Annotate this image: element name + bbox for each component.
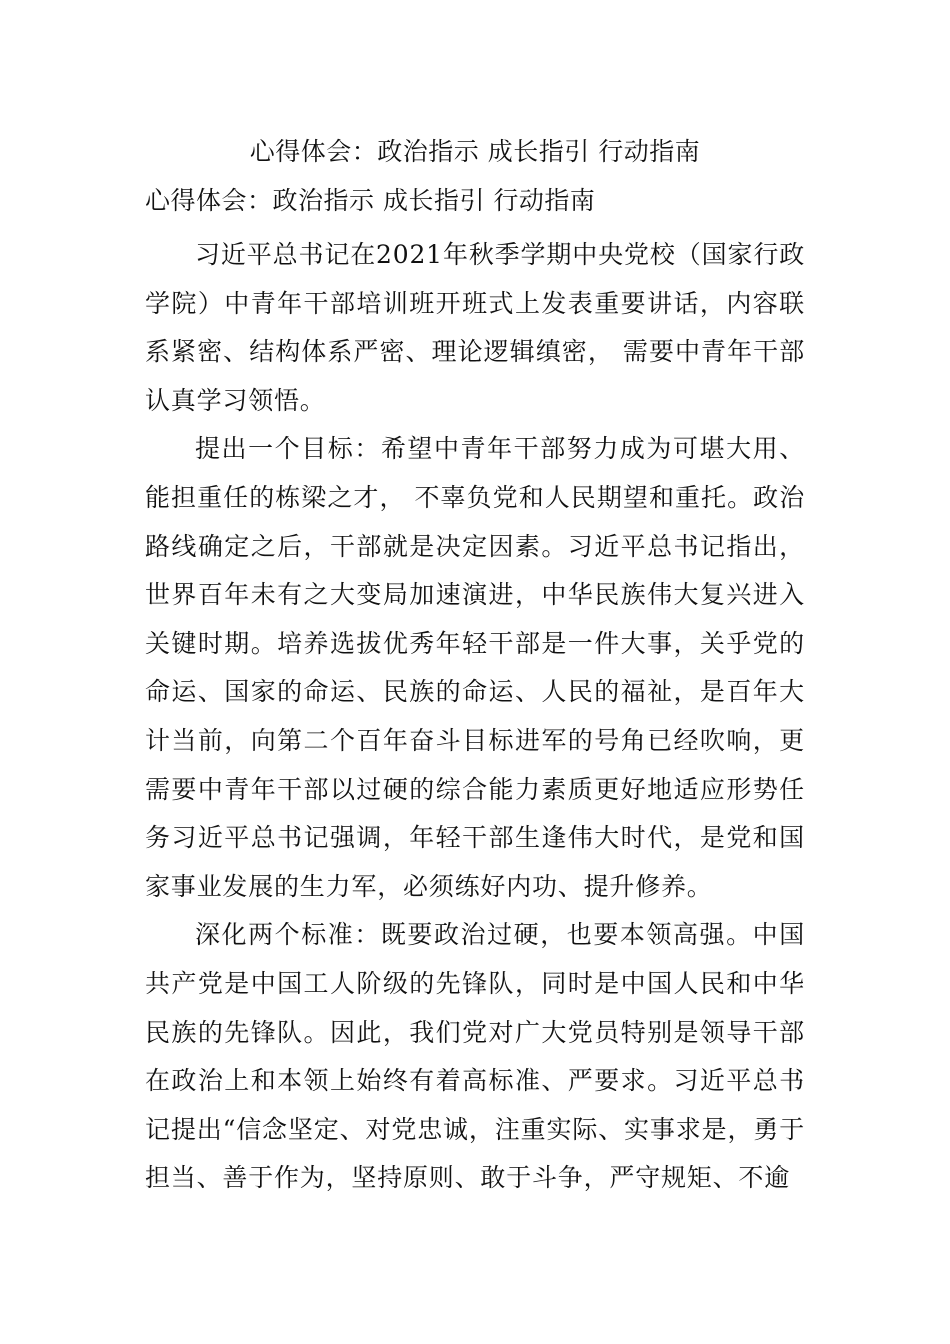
paragraph-goal: 提出一个目标：希望中青年干部努力成为可堪大用、能担重任的栋梁之才， 不辜负党和人民期望和重托。政治路线确定之后，干部就是决定因素。习近平总书记指出，世界百年未有之大变局加速演进，中华民族伟大复兴进入关键时期。培养选拔优秀年轻干部是一件大事，关乎党的命运、国家的命运、民族的命运、人民的福祉，是百年大计当前，向第二个百年奋斗目标进军的号角已经吹响，更需要中青年干部以过硬的综合能力素质更好地适应形势任务习近平总书记强调，年轻干部生逢伟大时代，是党和国家事业发展的生力军，必须练好内功、提升修养。 (145, 434, 805, 901)
paragraph-intro: 习近平总书记在2021年秋季学期中央党校（国家行政学院）中青年干部培训班开班式上发表重要讲话，内容联系紧密、结构体系严密、理论逻辑缜密， 需要中青年干部认真学习领悟。 (145, 240, 805, 415)
document-title: 心得体会：政治指示 成长指引 行动指南 (249, 137, 701, 166)
paragraph-standards: 深化两个标准：既要政治过硬，也要本领高强。中国共产党是中国工人阶级的先锋队，同时是中国人民和中华民族的先锋队。因此，我们党对广大党员特别是领导干部在政治上和本领上始终有着高标准、严要求。习近平总书记提出“信念坚定、对党忠诚，注重实际、实事求是，勇于担当、善于作为，坚持原则、敢于斗争，严守规矩、不逾 (145, 920, 805, 1193)
document-body (145, 231, 805, 1203)
document-subtitle: 心得体会：政治指示 成长指引 行动指南 (145, 186, 596, 215)
